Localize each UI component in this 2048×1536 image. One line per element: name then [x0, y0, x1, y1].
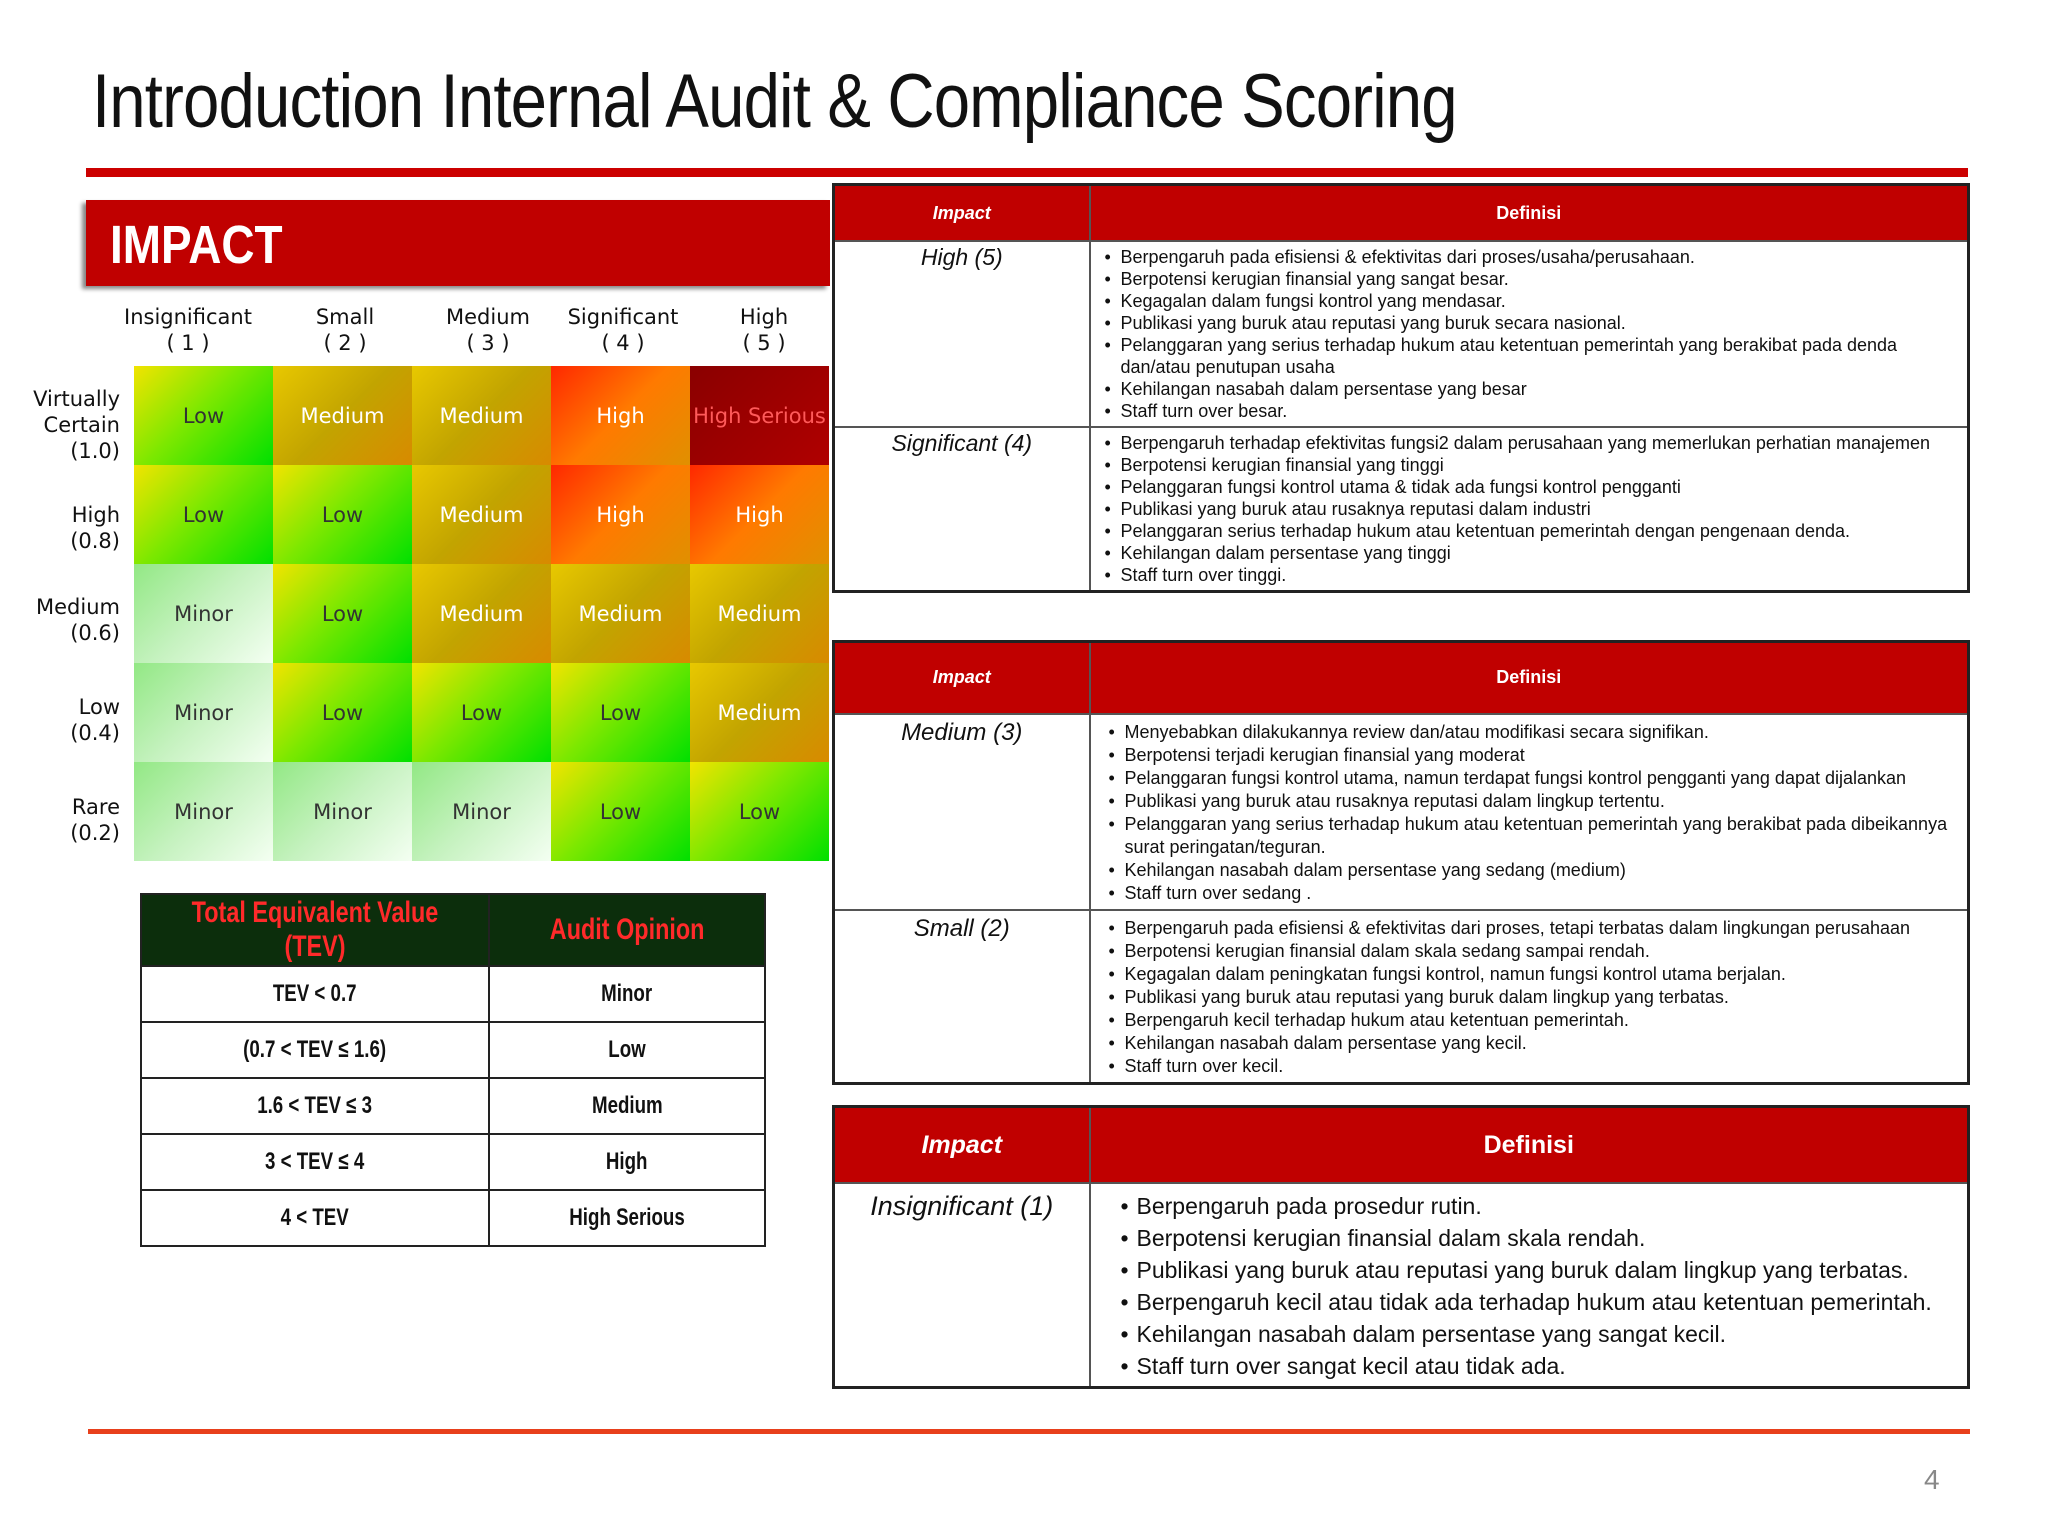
- matrix-cell: Minor: [134, 564, 273, 663]
- table-row: [141, 1022, 765, 1078]
- list-item: • Berpengaruh kecil terhadap hukum atau ketentuan pemerintah.: [1125, 1009, 1958, 1032]
- slide-title: Introduction Internal Audit & Compliance Scoring: [92, 59, 1457, 144]
- list-item: • Berpotensi kerugian finansial dalam skala rendah.: [1137, 1222, 1956, 1254]
- matrix-row-header: Virtually Certain (1.0): [33, 387, 120, 463]
- matrix-cell: Medium: [690, 663, 829, 762]
- tev-column-header: Total Equivalent Value (TEV): [141, 894, 489, 966]
- audit-opinion: Low: [489, 1022, 765, 1078]
- definisi-column-header: Definisi: [1090, 185, 1969, 241]
- list-item: • Staff turn over besar.: [1121, 400, 1958, 422]
- matrix-cell: Minor: [273, 762, 412, 861]
- table-row: [834, 241, 1969, 427]
- list-item: • Berpengaruh kecil atau tidak ada terhadap hukum atau ketentuan pemerintah.: [1137, 1286, 1956, 1318]
- list-item: • Kegagalan dalam fungsi kontrol yang mendasar.: [1121, 290, 1958, 312]
- list-item: • Staff turn over sangat kecil atau tidak ada.: [1137, 1350, 1956, 1382]
- matrix-cell: Medium: [690, 564, 829, 663]
- impact-level: Medium (3): [834, 714, 1090, 910]
- list-item: • Staff turn over sedang .: [1125, 882, 1958, 905]
- matrix-row-header: Medium (0.6): [36, 595, 120, 645]
- tev-range: TEV < 0.7: [141, 966, 489, 1022]
- list-item: • Kegagalan dalam peningkatan fungsi kontrol, namun fungsi kontrol utama berjalan.: [1125, 963, 1958, 986]
- audit-opinion: Medium: [489, 1078, 765, 1134]
- matrix-cell: Low: [690, 762, 829, 861]
- impact-level: Insignificant (1): [834, 1183, 1090, 1388]
- matrix-cell: Medium: [551, 564, 690, 663]
- list-item: • Kehilangan nasabah dalam persentase yang sedang (medium): [1125, 859, 1958, 882]
- tev-range: 1.6 < TEV ≤ 3: [141, 1078, 489, 1134]
- impact-column-header: Impact: [834, 185, 1090, 241]
- definition-table-header: [834, 1107, 1969, 1183]
- impact-banner-label: IMPACT: [110, 215, 283, 275]
- list-item: • Berpengaruh pada prosedur rutin.: [1137, 1190, 1956, 1222]
- matrix-cell: Medium: [412, 366, 551, 465]
- matrix-column-header: Medium ( 3 ): [446, 305, 530, 355]
- matrix-cell: Low: [551, 762, 690, 861]
- matrix-cell: Low: [412, 663, 551, 762]
- definition-list: [1090, 910, 1969, 1084]
- list-item: • Berpotensi terjadi kerugian finansial yang moderat: [1125, 744, 1958, 767]
- matrix-cell: Minor: [412, 762, 551, 861]
- footer-divider: [88, 1429, 1970, 1434]
- matrix-cell: Low: [134, 465, 273, 564]
- definition-table-medium-small: [832, 640, 1970, 1085]
- tev-range: 4 < TEV: [141, 1190, 489, 1246]
- impact-column-header: Impact: [834, 642, 1090, 714]
- table-row: [141, 1134, 765, 1190]
- table-row: [834, 427, 1969, 592]
- tev-range: 3 < TEV ≤ 4: [141, 1134, 489, 1190]
- definition-table-high-significant: [832, 183, 1970, 593]
- tev-table-header-row: [141, 894, 765, 966]
- matrix-cell: High: [551, 465, 690, 564]
- list-item: • Kehilangan nasabah dalam persentase yang sangat kecil.: [1137, 1318, 1956, 1350]
- matrix-cell: High Serious: [690, 366, 829, 465]
- matrix-row-header: High (0.8): [70, 503, 120, 553]
- list-item: • Berpengaruh terhadap efektivitas fungsi2 dalam perusahaan yang memerlukan perhatian manajemen: [1121, 432, 1958, 454]
- matrix-column-header: Significant ( 4 ): [567, 305, 679, 355]
- list-item: • Staff turn over kecil.: [1125, 1055, 1958, 1078]
- matrix-cell: Medium: [412, 564, 551, 663]
- definition-list: [1090, 714, 1969, 910]
- table-row: [141, 1190, 765, 1246]
- matrix-row-header: Low (0.4): [70, 695, 120, 745]
- list-item: • Publikasi yang buruk atau rusaknya reputasi dalam industri: [1121, 498, 1958, 520]
- matrix-cell: Low: [551, 663, 690, 762]
- list-item: • Publikasi yang buruk atau rusaknya reputasi dalam lingkup tertentu.: [1125, 790, 1958, 813]
- list-item: • Pelanggaran serius terhadap hukum atau ketentuan pemerintah dengan pengenaan denda.: [1121, 520, 1958, 542]
- list-item: • Pelanggaran fungsi kontrol utama, namun terdapat fungsi kontrol pengganti yang dapat dijalankan: [1125, 767, 1958, 790]
- list-item: • Pelanggaran yang serius terhadap hukum atau ketentuan pemerintah yang berakibat pada dibeikannya surat peringatan/teguran.: [1125, 813, 1958, 859]
- impact-level: High (5): [834, 241, 1090, 427]
- matrix-cell: High: [690, 465, 829, 564]
- matrix-column-header: Insignificant ( 1 ): [124, 305, 252, 355]
- tev-range: (0.7 < TEV ≤ 1.6): [141, 1022, 489, 1078]
- definition-list: [1090, 427, 1969, 592]
- definisi-column-header: Definisi: [1090, 1107, 1969, 1183]
- matrix-cell: Low: [273, 663, 412, 762]
- matrix-cell: Minor: [134, 663, 273, 762]
- matrix-cell: High: [551, 366, 690, 465]
- list-item: • Berpengaruh pada efisiensi & efektivitas dari proses, tetapi terbatas dalam lingkungan perusahaan: [1125, 917, 1958, 940]
- list-item: • Kehilangan nasabah dalam persentase yang kecil.: [1125, 1032, 1958, 1055]
- matrix-cell: Medium: [273, 366, 412, 465]
- list-item: • Staff turn over tinggi.: [1121, 564, 1958, 586]
- list-item: • Kehilangan nasabah dalam persentase yang besar: [1121, 378, 1958, 400]
- impact-banner: [86, 200, 830, 286]
- table-row: [834, 1183, 1969, 1388]
- definition-list: [1090, 1183, 1969, 1388]
- title-divider: [86, 168, 1968, 177]
- list-item: • Pelanggaran fungsi kontrol utama & tidak ada fungsi kontrol pengganti: [1121, 476, 1958, 498]
- list-item: • Publikasi yang buruk atau reputasi yang buruk secara nasional.: [1121, 312, 1958, 334]
- list-item: • Kehilangan dalam persentase yang tinggi: [1121, 542, 1958, 564]
- definition-table-header: [834, 642, 1969, 714]
- list-item: • Berpengaruh pada efisiensi & efektivitas dari proses/usaha/perusahaan.: [1121, 246, 1958, 268]
- matrix-cell: Minor: [134, 762, 273, 861]
- definition-table-insignificant: [832, 1105, 1970, 1389]
- matrix-cell: Low: [273, 564, 412, 663]
- matrix-row-header: Rare (0.2): [70, 795, 120, 845]
- impact-level: Small (2): [834, 910, 1090, 1084]
- matrix-cell: Low: [273, 465, 412, 564]
- audit-opinion: Minor: [489, 966, 765, 1022]
- impact-column-header: Impact: [834, 1107, 1090, 1183]
- page-number: 4: [1924, 1464, 1940, 1495]
- list-item: • Publikasi yang buruk atau reputasi yang buruk dalam lingkup yang terbatas.: [1137, 1254, 1956, 1286]
- list-item: • Menyebabkan dilakukannya review dan/atau modifikasi secara signifikan.: [1125, 721, 1958, 744]
- table-row: [834, 910, 1969, 1084]
- table-row: [834, 714, 1969, 910]
- impact-level: Significant (4): [834, 427, 1090, 592]
- definisi-column-header: Definisi: [1090, 642, 1969, 714]
- table-row: [141, 1078, 765, 1134]
- list-item: • Pelanggaran yang serius terhadap hukum atau ketentuan pemerintah yang berakibat pada denda dan/atau penutupan usaha: [1121, 334, 1958, 378]
- tev-table: [140, 893, 766, 1247]
- matrix-cell: Low: [134, 366, 273, 465]
- audit-opinion: High: [489, 1134, 765, 1190]
- matrix-column-header: Small ( 2 ): [315, 305, 375, 355]
- audit-opinion-column-header: Audit Opinion: [489, 894, 765, 966]
- audit-opinion: High Serious: [489, 1190, 765, 1246]
- list-item: • Publikasi yang buruk atau reputasi yang buruk dalam lingkup yang terbatas.: [1125, 986, 1958, 1009]
- definition-list: [1090, 241, 1969, 427]
- definition-table-header: [834, 185, 1969, 241]
- list-item: • Berpotensi kerugian finansial yang tinggi: [1121, 454, 1958, 476]
- matrix-column-header: High ( 5 ): [739, 305, 789, 355]
- risk-matrix: [134, 366, 828, 863]
- list-item: • Berpotensi kerugian finansial dalam skala sedang sampai rendah.: [1125, 940, 1958, 963]
- list-item: • Berpotensi kerugian finansial yang sangat besar.: [1121, 268, 1958, 290]
- matrix-cell: Medium: [412, 465, 551, 564]
- table-row: [141, 966, 765, 1022]
